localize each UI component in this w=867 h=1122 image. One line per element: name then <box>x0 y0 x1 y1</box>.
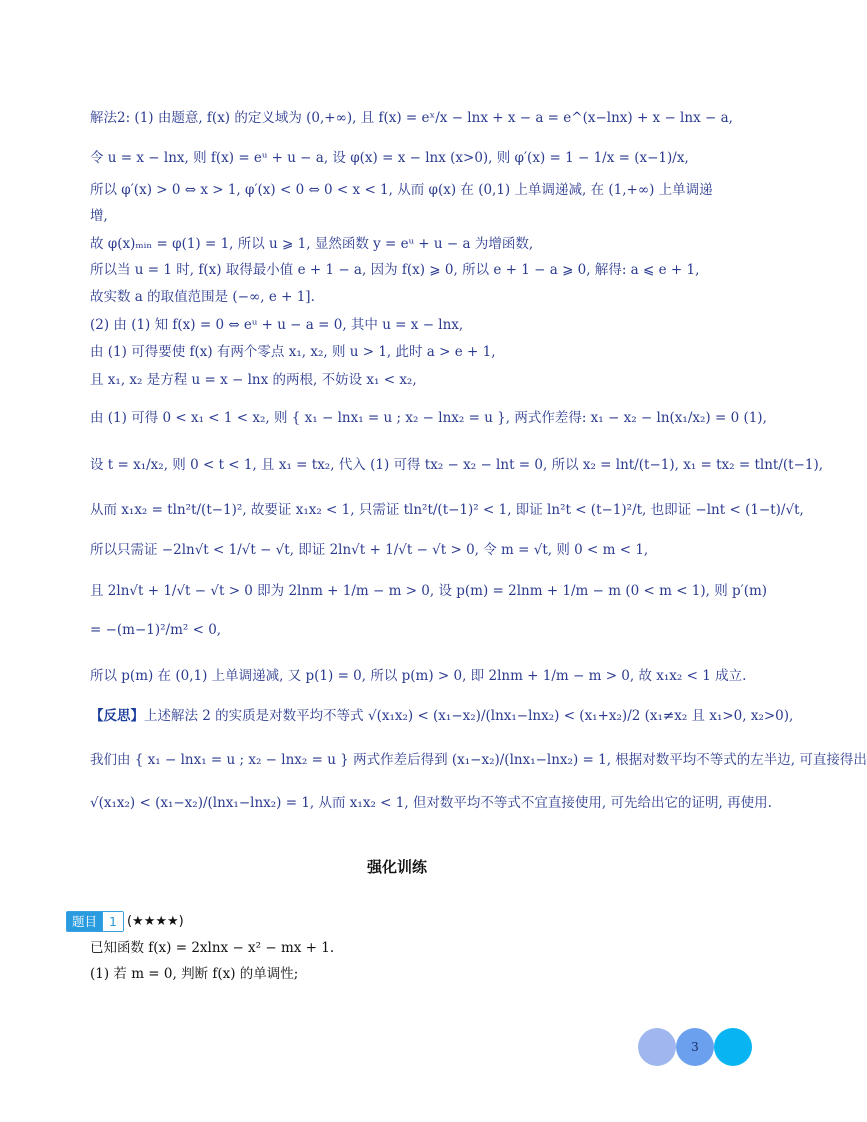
problem-header <box>66 910 184 932</box>
reflection-label: 【反思】 <box>90 708 144 724</box>
solution-line-15: 且 2ln√t + 1/√t − √t > 0 即为 2lnm + 1/m − m > 0, 设 p(m) = 2lnm + 1/m − m (0 < m < 1), 则 p′(m) <box>90 583 768 599</box>
solution-line-14: 所以只需证 −2ln√t < 1/√t − √t, 即证 2ln√t + 1/√t − √t > 0, 令 m = √t, 则 0 < m < 1, <box>90 542 649 558</box>
section-title: 强化训练 <box>366 858 427 876</box>
solution-line-9: 由 (1) 可得要使 f(x) 有两个零点 x₁, x₂, 则 u > 1, 此时 a > e + 1, <box>90 344 496 360</box>
reflection-line-3: √(x₁x₂) < (x₁−x₂)/(lnx₁−lnx₂) = 1, 从而 x₁x₂ < 1, 但对数平均不等式不宜直接使用, 可先给出它的证明, 再使用. <box>90 795 772 811</box>
solution-line-10: 且 x₁, x₂ 是方程 u = x − lnx 的两根, 不妨设 x₁ < x₂, <box>90 372 417 388</box>
solution-line-2: 令 u = x − lnx, 则 f(x) = eᵘ + u − a, 设 φ(x) = x − lnx (x>0), 则 φ′(x) = 1 − 1/x = (x−1)/x, <box>90 150 689 166</box>
badge-circle-right <box>714 1028 752 1066</box>
solution-line-16: = −(m−1)²/m² < 0, <box>90 622 222 638</box>
problem-statement: 已知函数 f(x) = 2xlnx − x² − mx + 1. <box>90 940 335 956</box>
solution-line-8: (2) 由 (1) 知 f(x) = 0 ⇔ eᵘ + u − a = 0, 其中 u = x − lnx, <box>90 317 464 333</box>
solution-line-17: 所以 p(m) 在 (0,1) 上单调递减, 又 p(1) = 0, 所以 p(m) > 0, 即 2lnm + 1/m − m > 0, 故 x₁x₂ < 1 成立. <box>90 668 747 684</box>
solution-line-3: 所以 φ′(x) > 0 ⇔ x > 1, φ′(x) < 0 ⇔ 0 < x < 1, 从而 φ(x) 在 (0,1) 上单调递减, 在 (1,+∞) 上单调递 <box>90 182 713 198</box>
difficulty-stars: (★★★★) <box>126 913 184 929</box>
solution-line-12: 设 t = x₁/x₂, 则 0 < t < 1, 且 x₁ = tx₂, 代入 (1) 可得 tx₂ − x₂ − lnt = 0, 所以 x₂ = lnt/(t−1), x₁ = tx₂ = tlnt/(t−1), <box>90 457 824 473</box>
reflection-line-1 <box>90 706 794 726</box>
page-number-badge <box>638 1028 752 1066</box>
solution-line-6: 所以当 u = 1 时, f(x) 取得最小值 e + 1 − a, 因为 f(x) ⩾ 0, 所以 e + 1 − a ⩾ 0, 解得: a ⩽ e + 1, <box>90 262 700 278</box>
solution-line-1: 解法2: (1) 由题意, f(x) 的定义域为 (0,+∞), 且 f(x) = eˣ/x − lnx + x − a = e^(x−lnx) + x − lnx − a, <box>90 110 733 126</box>
solution-line-13: 从而 x₁x₂ = tln²t/(t−1)², 故要证 x₁x₂ < 1, 只需证 tln²t/(t−1)² < 1, 即证 ln²t < (t−1)²/t, 也即证 −lnt < (1−t)/√t, <box>90 502 804 518</box>
solution-line-7: 故实数 a 的取值范围是 (−∞, e + 1]. <box>90 289 315 305</box>
problem-tag <box>66 911 124 932</box>
solution-line-11: 由 (1) 可得 0 < x₁ < 1 < x₂, 则 { x₁ − lnx₁ = u ; x₂ − lnx₂ = u }, 两式作差得: x₁ − x₂ − ln(x₁/x₂) = 0 (1), <box>90 410 767 426</box>
problem-tag-word: 题目 <box>67 912 102 931</box>
badge-circle-left <box>638 1028 676 1066</box>
problem-part-1: (1) 若 m = 0, 判断 f(x) 的单调性; <box>90 966 299 982</box>
solution-line-5: 故 φ(x)ₘᵢₙ = φ(1) = 1, 所以 u ⩾ 1, 显然函数 y = eᵘ + u − a 为增函数, <box>90 236 534 252</box>
reflection-line-2: 我们由 { x₁ − lnx₁ = u ; x₂ − lnx₂ = u } 两式作差后得到 (x₁−x₂)/(lnx₁−lnx₂) = 1, 根据对数平均不等式的左半边, 可直接得出 <box>90 752 867 768</box>
page-number: 3 <box>691 1040 699 1054</box>
reflection-text-1: 上述解法 2 的实质是对数平均不等式 √(x₁x₂) < (x₁−x₂)/(lnx₁−lnx₂) < (x₁+x₂)/2 (x₁≠x₂ 且 x₁>0, x₂>0), <box>144 708 794 724</box>
solution-line-4: 增, <box>90 208 108 224</box>
problem-tag-number: 1 <box>102 912 123 931</box>
